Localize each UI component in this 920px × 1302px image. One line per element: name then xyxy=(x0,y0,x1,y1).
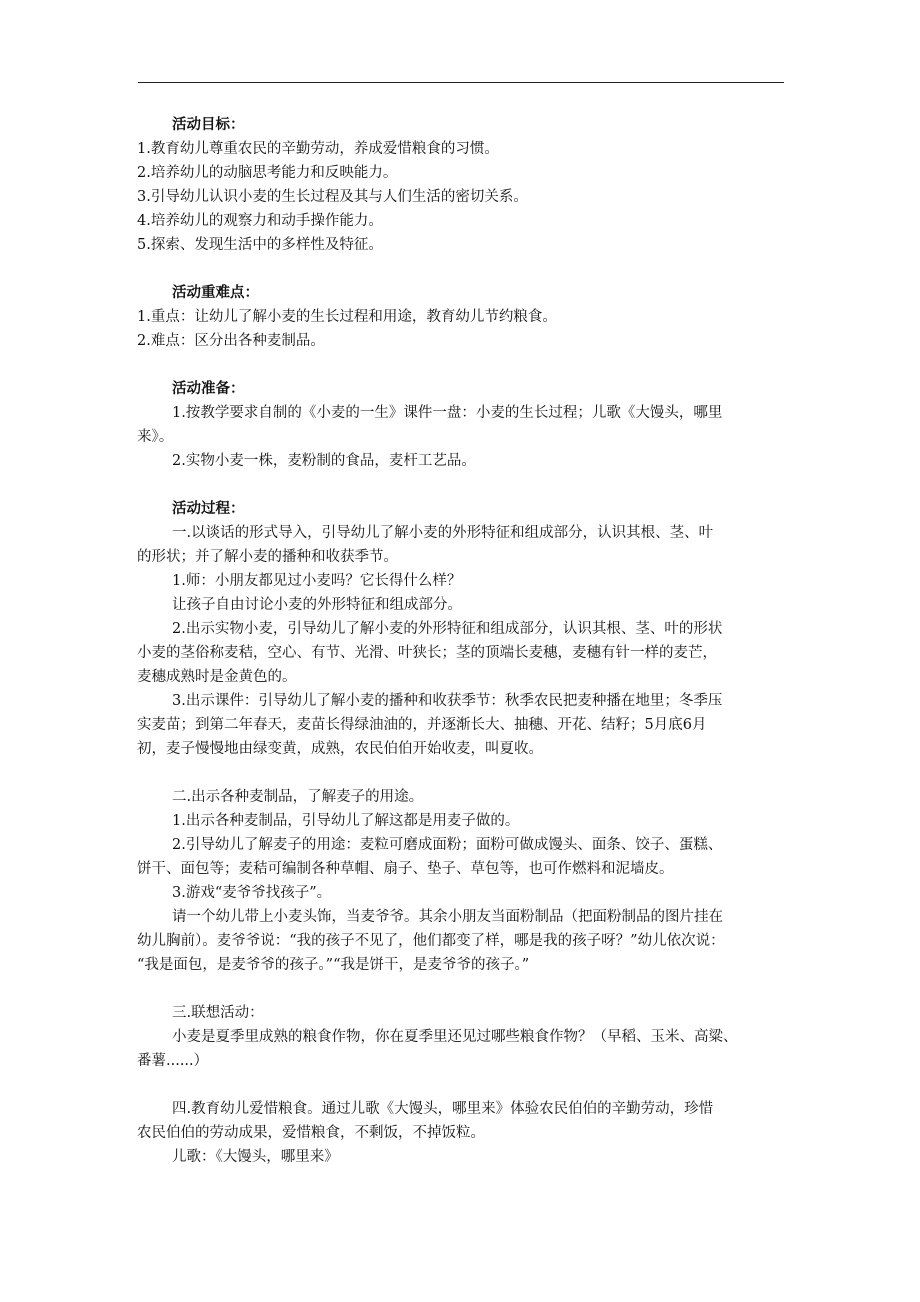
part1-step2-continued: 小麦的茎俗称麦秸，空心、有节、光滑、叶狭长；茎的顶端长麦穗，麦穗有针一样的麦芒， xyxy=(137,645,717,661)
goal-item: 2.培养幼儿的动脑思考能力和反映能力。 xyxy=(137,165,398,181)
part2-step1: 1.出示各种麦制品，引导幼儿了解这都是用麦子做的。 xyxy=(172,813,520,829)
preparation-item: 2.实物小麦一株，麦粉制的食品，麦杆工艺品。 xyxy=(172,453,476,469)
part1-step3: 3.出示课件：引导幼儿了解小麦的播种和收获季节：秋季农民把麦种播在地里；冬季压 xyxy=(172,693,723,709)
key-point-item: 1.重点：让幼儿了解小麦的生长过程和用途，教育幼儿节约粮食。 xyxy=(137,309,557,325)
process-heading: 活动过程： xyxy=(172,500,245,517)
part1-intro: 一.以谈话的形式导入，引导幼儿了解小麦的外形特征和组成部分，认识其根、茎、叶 xyxy=(172,525,714,541)
part4-text: 四.教育幼儿爱惜粮食。通过儿歌《大馒头，哪里来》体验农民伯伯的辛勤劳动，珍惜 xyxy=(172,1101,714,1117)
part2-step2: 2.引导幼儿了解麦子的用途：麦粒可磨成面粉；面粉可做成馒头、面条、饺子、蛋糕、 xyxy=(172,837,723,853)
preparation-item: 1.按教学要求自制的《小麦的一生》课件一盘：小麦的生长过程；儿歌《大馒头，哪里 xyxy=(172,405,723,421)
section-key-points xyxy=(137,281,784,353)
part2-step3: 3.游戏“麦爷爷找孩子”。 xyxy=(172,885,332,901)
key-point-item: 2.难点：区分出各种麦制品。 xyxy=(137,333,325,349)
preparation-heading: 活动准备： xyxy=(172,380,245,397)
part1-step3-continued: 实麦苗；到第二年春天，麦苗长得绿油油的，并逐渐长大、抽穗、开花、结籽；5月底6月 xyxy=(137,717,707,733)
goals-heading: 活动目标： xyxy=(172,116,245,133)
part2-game-continued: “我是面包，是麦爷爷的孩子。”“我是饼干，是麦爷爷的孩子。” xyxy=(137,957,530,973)
part2-game: 请一个幼儿带上小麦头饰，当麦爷爷。其余小朋友当面粉制品（把面粉制品的图片挂在 xyxy=(172,909,723,925)
part1-question: 1.师：小朋友都见过小麦吗？它长得什么样？ xyxy=(172,573,462,589)
part2-title: 二.出示各种麦制品，了解麦子的用途。 xyxy=(172,789,424,805)
part3-text-continued: 番薯......） xyxy=(137,1053,209,1069)
preparation-item-continued: 来》。 xyxy=(137,429,174,445)
part1-question-note: 让孩子自由讨论小麦的外形特征和组成部分。 xyxy=(172,597,462,613)
section-process-part1 xyxy=(137,497,784,761)
part4-text-continued: 农民伯伯的劳动成果，爱惜粮食，不剩饭，不掉饭粒。 xyxy=(137,1125,485,1141)
goal-item: 4.培养幼儿的观察力和动手操作能力。 xyxy=(137,213,383,229)
section-process-part3 xyxy=(137,1001,784,1073)
goal-item: 3.引导幼儿认识小麦的生长过程及其与人们生活的密切关系。 xyxy=(137,189,528,205)
section-process-part2 xyxy=(137,785,784,977)
part3-title: 三.联想活动： xyxy=(172,1005,264,1021)
section-process-part4 xyxy=(137,1097,784,1169)
part4-song-title: 儿歌：《大馒头，哪里来》 xyxy=(172,1149,339,1165)
goal-item: 5.探索、发现生活中的多样性及特征。 xyxy=(137,237,383,253)
part2-game-continued: 幼儿胸前）。麦爷爷说：“我的孩子不见了，他们都变了样，哪是我的孩子呀？”幼儿依次说： xyxy=(137,933,725,949)
part1-step2-continued: 麦穗成熟时是金黄色的。 xyxy=(137,669,297,685)
part1-step3-continued: 初，麦子慢慢地由绿变黄，成熟，农民伯伯开始收麦，叫夏收。 xyxy=(137,741,543,757)
key-points-heading: 活动重难点： xyxy=(172,284,259,301)
part3-text: 小麦是夏季里成熟的粮食作物，你在夏季里还见过哪些粮食作物？（早稻、玉米、高粱、 xyxy=(172,1029,738,1045)
header-rule xyxy=(138,82,784,83)
part1-intro-continued: 的形状；并了解小麦的播种和收获季节。 xyxy=(137,549,398,565)
goal-item: 1.教育幼儿尊重农民的辛勤劳动，养成爱惜粮食的习惯。 xyxy=(137,141,499,157)
section-preparation xyxy=(137,377,784,473)
section-goals xyxy=(137,113,784,257)
lesson-plan-document xyxy=(137,113,784,1193)
part2-step2-continued: 饼干、面包等；麦秸可编制各种草帽、扇子、垫子、草包等，也可作燃料和泥墙皮。 xyxy=(137,861,674,877)
part1-step2: 2.出示实物小麦，引导幼儿了解小麦的外形特征和组成部分，认识其根、茎、叶的形状 xyxy=(172,621,723,637)
